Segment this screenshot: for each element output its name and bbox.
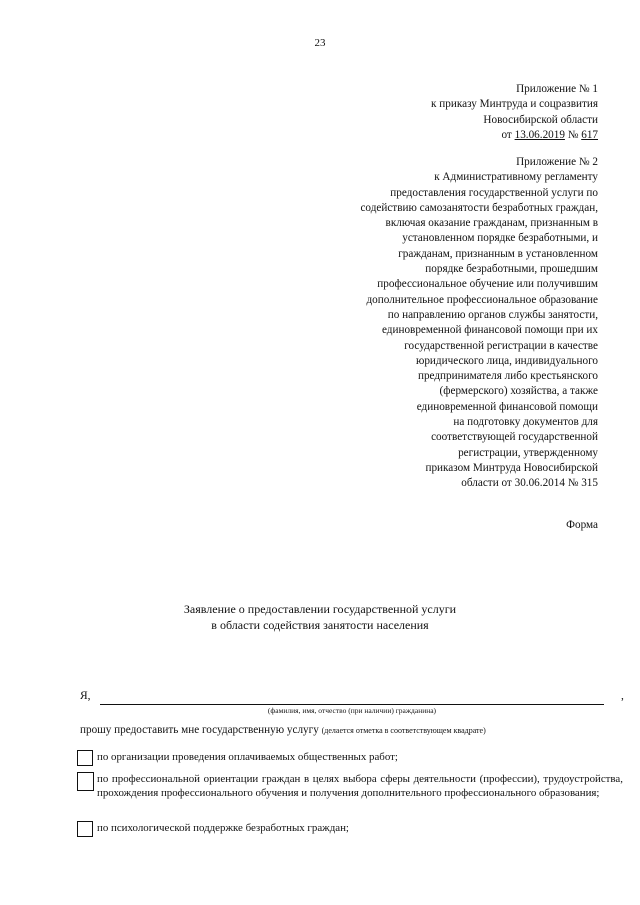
appendix-2-line: гражданам, признанным в установленном xyxy=(398,247,598,260)
appendix-2-line: предпринимателя либо крестьянского xyxy=(417,370,598,383)
appendix-2-line: единовременной финансовой помощи при их xyxy=(381,324,598,337)
title-line-2: в области содействия занятости населения xyxy=(211,618,429,632)
service-option xyxy=(77,821,623,839)
appendix-2-line: предоставления государственной услуги по xyxy=(390,186,598,199)
title-line-1: Заявление о предоставлении государственной услуги xyxy=(183,602,457,616)
appendix-2-line: установленном порядке безработными, и xyxy=(402,232,598,245)
request-note: (делается отметка в соответствующем квадрате) xyxy=(321,726,486,735)
applicant-field xyxy=(80,690,626,715)
service-option xyxy=(77,750,623,768)
order-number: 617 xyxy=(581,128,598,141)
service-checkbox[interactable] xyxy=(77,750,93,766)
appendix-2-header xyxy=(360,155,598,492)
appendix-2-line: содействию самозанятости безработных граждан, xyxy=(360,201,598,214)
applicant-hint: (фамилия, имя, отчество (при наличии) гражданина) xyxy=(267,706,437,715)
service-option xyxy=(77,772,623,820)
applicant-suffix: , xyxy=(621,690,624,702)
form-label: Форма xyxy=(566,519,598,531)
appendix-2-line: на подготовку документов для xyxy=(453,416,598,429)
service-checkbox[interactable] xyxy=(77,821,93,837)
appendix-1-line: к приказу Минтруда и соцразвития xyxy=(431,98,598,111)
order-date: 13.06.2019 xyxy=(514,128,565,141)
date-prefix: от xyxy=(501,128,515,141)
appendix-2-line: приказом Минтруда Новосибирской xyxy=(425,461,598,474)
appendix-2-line: включая оказание гражданам, признанным в xyxy=(385,217,598,230)
appendix-2-line: (фермерского) хозяйства, а также xyxy=(439,385,598,398)
number-prefix: № xyxy=(564,128,582,141)
appendix-2-line: дополнительное профессиональное образование xyxy=(366,293,598,306)
request-line xyxy=(80,724,486,736)
appendix-1-line: Новосибирской области xyxy=(483,113,598,126)
document-title xyxy=(0,601,640,633)
service-option-text: по профессиональной ориентации граждан в целях выбора сферы деятельности (профессии), трудоустройства, прохождения профессионального обучения и получения дополнительного профессионального образования; xyxy=(97,773,623,800)
applicant-prefix: Я, xyxy=(80,690,91,702)
appendix-2-line: юридического лица, индивидуального xyxy=(415,354,598,367)
appendix-2-line: профессиональное обучение или получившим xyxy=(377,278,598,291)
appendix-2-line: регистрации, утвержденному xyxy=(458,446,598,459)
applicant-name-line[interactable] xyxy=(100,703,604,705)
appendix-1-date-line xyxy=(431,128,598,143)
service-option-text: по психологической поддержке безработных граждан; xyxy=(97,822,349,834)
appendix-2-line: к Административному регламенту xyxy=(434,171,598,184)
appendix-2-line: области от 30.06.2014 № 315 xyxy=(461,477,598,490)
appendix-2-line: порядке безработными, прошедшим xyxy=(425,263,598,276)
appendix-2-line: по направлению органов службы занятости, xyxy=(387,308,598,321)
service-checkbox[interactable] xyxy=(77,772,94,791)
page-number: 23 xyxy=(314,37,326,49)
appendix-2-line: Приложение № 2 xyxy=(516,156,598,168)
appendix-2-line: единовременной финансовой помощи xyxy=(416,400,598,413)
appendix-1-header xyxy=(431,82,598,143)
service-option-text: по организации проведения оплачиваемых общественных работ; xyxy=(97,751,398,763)
request-text: прошу предоставить мне государственную услугу xyxy=(80,724,322,736)
appendix-2-line: соответствующей государственной xyxy=(431,431,598,444)
appendix-2-line: государственной регистрации в качестве xyxy=(404,339,598,352)
appendix-1-line: Приложение № 1 xyxy=(516,83,598,95)
